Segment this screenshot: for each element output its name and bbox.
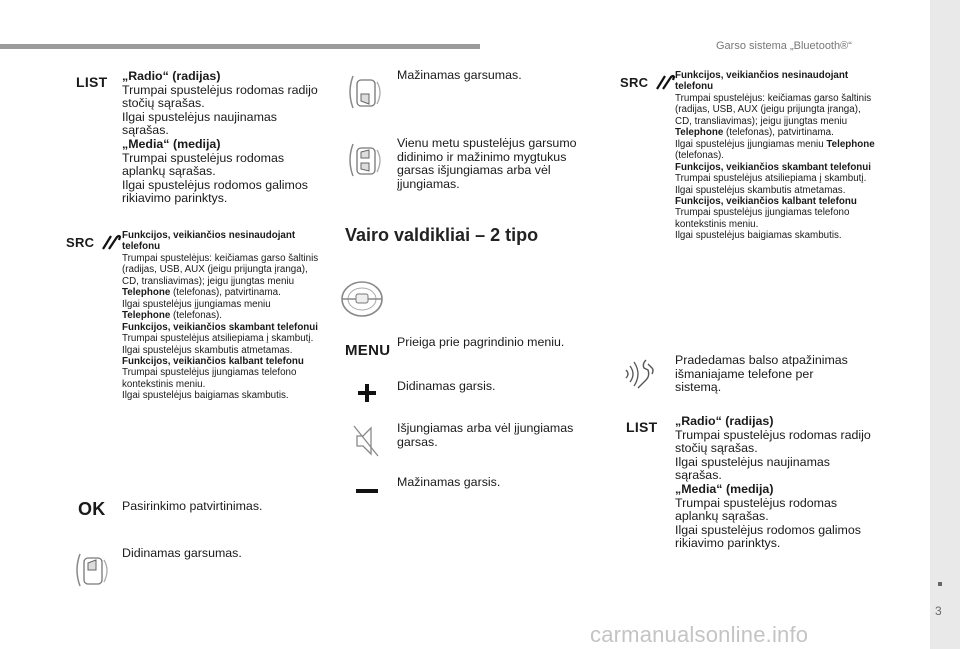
radio-text-2c: Ilgai spustelėjus naujinamas sąrašas. [675, 454, 830, 483]
src-text-3: Trumpai spustelėjus atsiliepiama į skambutį. [122, 333, 314, 345]
speaker-mute-icon [354, 424, 380, 458]
steering-wheel-icon [340, 280, 384, 318]
src2-text-6: Ilgai spustelėjus baigiamas skambutis. [675, 230, 842, 242]
page-marker [938, 582, 942, 586]
mute-wheel-icon [345, 140, 385, 180]
list-description [122, 70, 322, 206]
src-icon [66, 233, 121, 252]
voice-recognition-icon [624, 358, 658, 390]
minus-icon [356, 489, 378, 493]
plus-text: Didinamas garsis. [397, 379, 496, 393]
watermark: carmanualsonline.info [590, 622, 809, 647]
radio-title-2: „Radio“ (radijas) [675, 414, 774, 428]
header-rule [0, 44, 480, 49]
src-text-5: Trumpai spustelėjus įjungiamas telefono kontekstinis meniu. [122, 367, 297, 390]
page-number: 3 [935, 604, 942, 618]
menu-text: Prieiga prie pagrindinio meniu. [397, 335, 565, 349]
src2-title-3: Funkcijos, veikiančios kalbant telefonu [675, 195, 857, 207]
menu-icon: MENU [345, 342, 391, 359]
src2-text-2c: (telefonas). [675, 150, 725, 162]
src2-text-2b: Telephone [826, 138, 875, 150]
radio-text: Trumpai spustelėjus rodomas radijo stočių sąrašas. [122, 82, 318, 111]
src-text-2 [122, 299, 320, 322]
phone-slash-icon [99, 235, 121, 249]
phone-slash-icon-2 [653, 75, 675, 89]
src2-text-1c: (telefonas), patvirtinama. [723, 127, 834, 139]
media-text-2b: Trumpai spustelėjus rodomas aplankų sąrašas. [675, 495, 838, 524]
ok-icon: OK [78, 499, 106, 519]
src-text-2b: Telephone [122, 310, 171, 322]
media-title: „Media“ (medija) [122, 136, 221, 151]
radio-text-2b: Trumpai spustelėjus rodomas radijo stočių sąrašas. [675, 427, 871, 456]
src-text-6: Ilgai spustelėjus baigiamas skambutis. [122, 390, 289, 402]
volume-down-wheel-icon [345, 72, 385, 112]
volume-up-text: Didinamas garsumas. [122, 546, 242, 560]
src-text-4: Ilgai spustelėjus skambutis atmetamas. [122, 344, 293, 356]
src-title-2: Funkcijos, veikiančios skambant telefonui [122, 321, 318, 333]
speaker-mute-text: Išjungiamas arba vėl įjungiamas garsas. [397, 421, 574, 449]
minus-text: Mažinamas garsis. [397, 475, 501, 489]
src2-text-1a: Trumpai spustelėjus: keičiamas garso šaltinis (radijas, USB, AUX (jeigu prijungta įranga), CD, transliavimas); jeigu įjungtas meniu [675, 92, 872, 127]
src-label: SRC [66, 235, 95, 250]
src-text-1b: Telephone [122, 287, 171, 299]
src-title-3: Funkcijos, veikiančios kalbant telefonu [122, 355, 304, 367]
src2-text-5: Trumpai spustelėjus įjungiamas telefono kontekstinis meniu. [675, 207, 850, 230]
src2-text-1b: Telephone [675, 127, 724, 139]
volume-down-text: Mažinamas garsumas. [397, 68, 522, 82]
section-title: Vairo valdikliai – 2 tipo [345, 225, 539, 245]
src2-text-2a: Ilgai spustelėjus įjungiamas meniu [675, 138, 827, 150]
src2-text-4: Ilgai spustelėjus skambutis atmetamas. [675, 184, 846, 196]
src2-text-3: Trumpai spustelėjus atsiliepiama į skambutį. [675, 173, 867, 185]
mute-text: Vienu metu spustelėjus garsumo didinimo ir mažinimo mygtukus garsas išjungiamas arba vėl įjungiamas. [397, 136, 577, 191]
src2-text-1 [675, 93, 875, 139]
src-text-2c: (telefonas). [170, 310, 222, 322]
src-icon-2 [620, 73, 675, 92]
ok-text: Pasirinkimo patvirtinimas. [122, 499, 263, 513]
src-text-1a: Trumpai spustelėjus: keičiamas garso šaltinis (radijas, USB, AUX (jeigu prijungta įranga), CD, transliavimas); jeigu įjungtas meniu [122, 252, 319, 287]
src-label-2: SRC [620, 75, 649, 90]
radio-text-2: Ilgai spustelėjus naujinamas sąrašas. [122, 109, 277, 138]
src2-text-2 [675, 139, 875, 162]
page-side-tab [930, 0, 960, 649]
media-text-2: Ilgai spustelėjus rodomos galimos rikiavimo parinktys. [122, 177, 308, 206]
page-header: Garso sistema „Bluetooth®“ [716, 40, 852, 52]
src-text-1 [122, 253, 320, 299]
list-description-2 [675, 415, 875, 551]
src-description-2 [675, 70, 875, 242]
volume-up-wheel-icon [72, 550, 112, 590]
src-text-1c: (telefonas), patvirtinama. [170, 287, 281, 299]
plus-icon [358, 384, 376, 402]
list-icon-2: LIST [626, 419, 658, 435]
media-text-2c: Ilgai spustelėjus rodomos galimos rikiavimo parinktys. [675, 522, 861, 551]
list-icon: LIST [76, 74, 108, 90]
src-title-1: Funkcijos, veikiančios nesinaudojant telefonu [122, 230, 296, 253]
media-text: Trumpai spustelėjus rodomas aplankų sąrašas. [122, 150, 285, 179]
voice-text: Pradedamas balso atpažinimas išmaniajame telefone per sistemą. [675, 353, 848, 395]
media-title-2: „Media“ (medija) [675, 481, 774, 496]
src2-title-2: Funkcijos, veikiančios skambant telefonui [675, 161, 871, 173]
src-description [122, 230, 320, 402]
src2-title-1: Funkcijos, veikiančios nesinaudojant telefonu [675, 70, 849, 93]
radio-title: „Radio“ (radijas) [122, 69, 221, 83]
src-text-2a: Ilgai spustelėjus įjungiamas meniu [122, 298, 271, 310]
